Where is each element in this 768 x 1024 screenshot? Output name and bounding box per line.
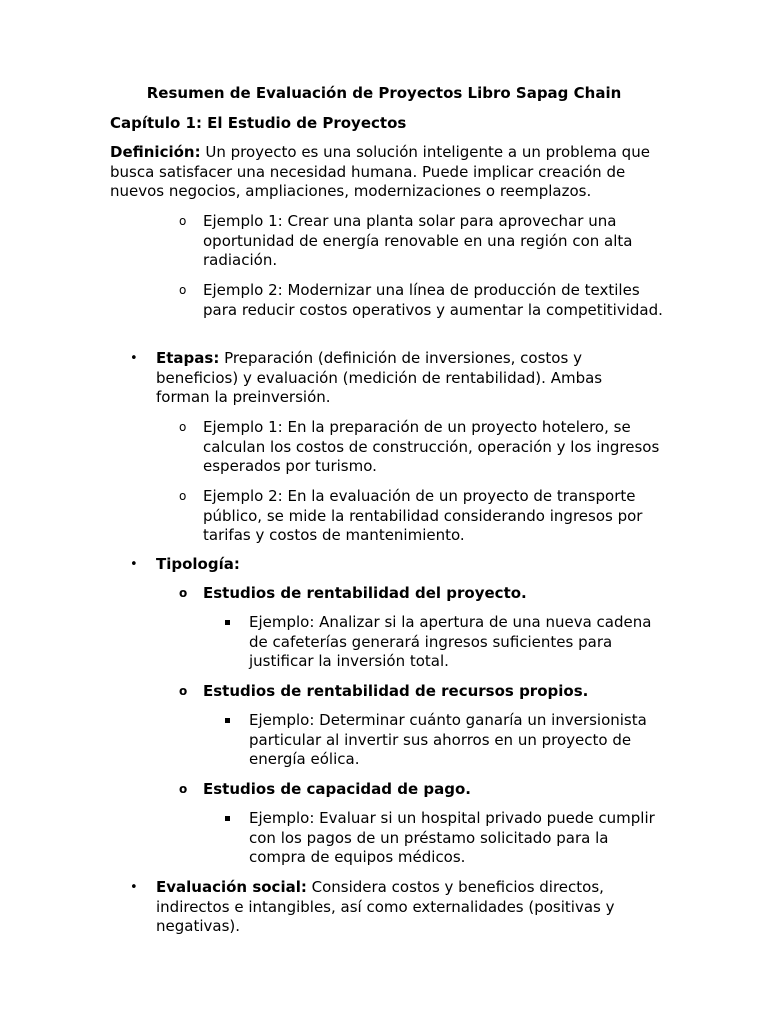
bullet-marker: • xyxy=(130,557,138,572)
sub-bullet-marker: o xyxy=(179,489,187,503)
etapas-label: Etapas: xyxy=(156,349,220,367)
evaluacion-social-label: Evaluación social: xyxy=(156,878,307,896)
example-text: Ejemplo 1: Crear una planta solar para aprovechar una oportunidad de energía renovable en una región con alta radiación. xyxy=(203,212,633,270)
sub-bullet-marker: o xyxy=(179,214,187,228)
tipologia-type-1 xyxy=(110,584,670,604)
tipologia-label: Tipología: xyxy=(156,555,240,573)
bullet-marker: • xyxy=(130,880,138,895)
tipologia-type-2 xyxy=(110,682,670,702)
tipologia-type-3-example xyxy=(110,809,670,868)
example-text: Ejemplo 2: En la evaluación de un proyecto de transporte público, se mide la rentabilidad considerando ingresos por tarifas y costos de mantenimiento. xyxy=(203,487,643,545)
etapas-item xyxy=(110,349,660,408)
evaluacion-social-text: Considera costos y beneficios directos, indirectos e intangibles, así como externalidades (positivas y negativas). xyxy=(156,878,615,936)
definition-paragraph xyxy=(110,143,650,202)
example-text: Ejemplo 2: Modernizar una línea de producción de textiles para reducir costos operativos y aumentar la competitividad. xyxy=(203,281,663,319)
chapter-heading: Capítulo 1: El Estudio de Proyectos xyxy=(110,114,407,132)
sub-bullet-marker: o xyxy=(179,782,188,796)
evaluacion-social-item xyxy=(110,878,660,937)
document-title: Resumen de Evaluación de Proyectos Libro Sapag Chain xyxy=(146,84,622,102)
tipologia-type-3 xyxy=(110,780,670,800)
tipologia-type-1-example xyxy=(110,613,670,672)
definition-example-1 xyxy=(110,212,670,271)
definition-label: Definición: xyxy=(110,143,201,161)
etapas-example-1 xyxy=(110,418,670,477)
example-text: Ejemplo: Determinar cuánto ganaría un inversionista particular al invertir sus ahorros en un proyecto de energía eólica. xyxy=(249,711,647,769)
example-text: Ejemplo 1: En la preparación de un proyecto hotelero, se calculan los costos de construcción, operación y los ingresos esperados por turismo. xyxy=(203,418,660,476)
type-title: Estudios de rentabilidad del proyecto. xyxy=(203,584,527,602)
square-bullet-marker xyxy=(225,718,230,723)
square-bullet-marker xyxy=(225,620,230,625)
sub-bullet-marker: o xyxy=(179,684,188,698)
etapas-example-2 xyxy=(110,487,670,546)
square-bullet-marker xyxy=(225,816,230,821)
type-title: Estudios de capacidad de pago. xyxy=(203,780,471,798)
definition-text: Un proyecto es una solución inteligente a un problema que busca satisfacer una necesidad humana. Puede implicar creación de nuevos negocios, ampliaciones, modernizaciones o reemplazos. xyxy=(110,143,650,201)
bullet-marker: • xyxy=(130,351,138,366)
tipologia-type-2-example xyxy=(110,711,670,770)
sub-bullet-marker: o xyxy=(179,586,188,600)
definition-example-2 xyxy=(110,281,670,320)
tipologia-item xyxy=(110,555,660,575)
type-title: Estudios de rentabilidad de recursos propios. xyxy=(203,682,589,700)
example-text: Ejemplo: Evaluar si un hospital privado puede cumplir con los pagos de un préstamo solicitado para la compra de equipos médicos. xyxy=(249,809,655,867)
etapas-text: Preparación (definición de inversiones, costos y beneficios) y evaluación (medición de rentabilidad). Ambas forman la preinversión. xyxy=(156,349,603,407)
sub-bullet-marker: o xyxy=(179,420,187,434)
sub-bullet-marker: o xyxy=(179,283,187,297)
example-text: Ejemplo: Analizar si la apertura de una nueva cadena de cafeterías generará ingresos suficientes para justificar la inversión total. xyxy=(249,613,652,671)
